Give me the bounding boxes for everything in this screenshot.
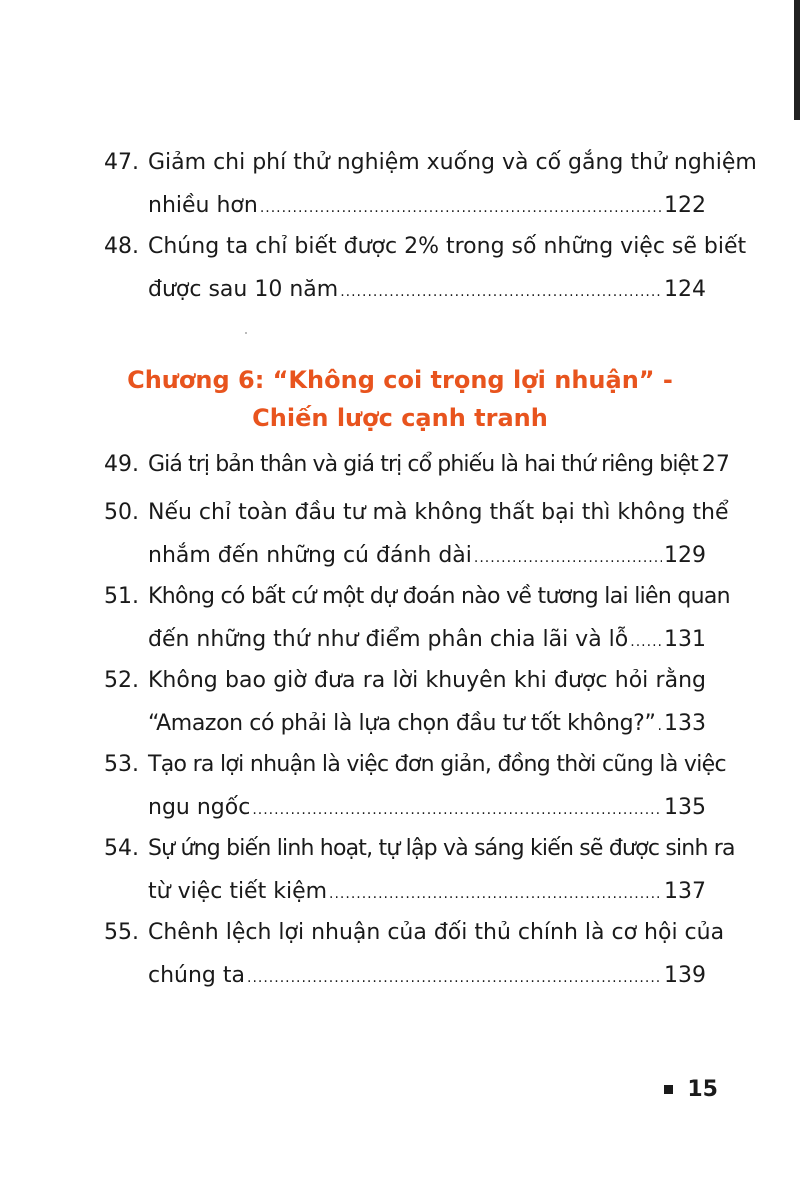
dot-leader	[247, 958, 662, 998]
entry-title-text: Giá trị bản thân và giá trị cổ phiếu là hai thứ riêng biệt	[148, 452, 698, 477]
entry-number: 49.	[104, 452, 139, 477]
dot-leader	[252, 790, 662, 830]
square-bullet-icon	[664, 1085, 673, 1094]
entry-number: 48.	[104, 234, 139, 259]
dot-leader	[340, 272, 662, 312]
dot-leader	[260, 188, 662, 228]
entry-title-line2	[148, 788, 706, 830]
entry-number: 50.	[104, 500, 139, 525]
entry-number: 53.	[104, 752, 139, 777]
entry-page-number: 137	[664, 879, 706, 904]
entry-number: 47.	[104, 150, 139, 175]
entry-title-line2	[148, 956, 706, 998]
entry-title-continued: nhiều hơn	[148, 193, 258, 218]
entry-title-line1: Tạo ra lợi nhuận là việc đơn giản, đồng thời cũng là việc	[148, 752, 726, 777]
entry-title-line1	[148, 445, 730, 487]
entry-title-continued: ngu ngốc	[148, 795, 251, 820]
entry-page-number: 124	[664, 277, 706, 302]
entry-title-continued: được sau 10 năm	[148, 277, 339, 302]
entry-title-line1: Chúng ta chỉ biết được 2% trong số những việc sẽ biết	[148, 234, 747, 259]
chapter-title-line1: Chương 6: “Không coi trọng lợi nhuận” -	[127, 366, 673, 394]
entry-title-line1: Sự ứng biến linh hoạt, tự lập và sáng kiến sẽ được sinh ra	[148, 836, 735, 861]
entry-title-line2	[148, 872, 706, 914]
entry-title-line1: Không bao giờ đưa ra lời khuyên khi được hỏi rằng	[148, 668, 706, 693]
entry-page-number: 131	[664, 627, 706, 652]
dot-leader	[630, 622, 662, 662]
entry-title-line2	[148, 186, 706, 228]
dot-leader	[329, 874, 662, 914]
entry-title-line2	[148, 536, 706, 578]
entry-title-line1: Không có bất cứ một dự đoán nào về tương lai liên quan	[148, 584, 730, 609]
entry-title-continued: “Amazon có phải là lựa chọn đầu tư tốt không?”	[148, 711, 656, 736]
entry-title-continued: từ việc tiết kiệm	[148, 879, 328, 904]
entry-page-number: 135	[664, 795, 706, 820]
page-edge	[794, 0, 800, 120]
entry-number: 51.	[104, 584, 139, 609]
entry-number: 52.	[104, 668, 139, 693]
page-number: 15	[687, 1077, 718, 1102]
entry-title-line2	[148, 704, 706, 746]
entry-title-line1: Nếu chỉ toàn đầu tư mà không thất bại thì không thể	[148, 500, 729, 525]
entry-number: 54.	[104, 836, 139, 861]
entry-page-number: 27	[701, 452, 730, 477]
entry-title-line1: Chênh lệch lợi nhuận của đối thủ chính là cơ hội của	[148, 920, 725, 945]
entry-page-number: 139	[664, 963, 706, 988]
entry-title-line1: Giảm chi phí thử nghiệm xuống và cố gắng thử nghiệm	[148, 150, 757, 175]
entry-title-line2	[148, 620, 706, 662]
dot-leader	[657, 706, 662, 746]
chapter-title-line2: Chiến lược cạnh tranh	[252, 404, 548, 432]
dot-leader	[474, 538, 662, 578]
entry-page-number: 122	[664, 193, 706, 218]
entry-page-number: 129	[664, 543, 706, 568]
entry-title-continued: đến những thứ như điểm phân chia lãi và lỗ	[148, 627, 629, 652]
page-footer	[664, 1077, 718, 1102]
entry-page-number: 133	[664, 711, 706, 736]
entry-title-continued: chúng ta	[148, 963, 245, 988]
entry-title-line2	[148, 270, 706, 312]
print-speck	[245, 332, 247, 334]
entry-number: 55.	[104, 920, 139, 945]
entry-title-continued: nhắm đến những cú đánh dài	[148, 543, 472, 568]
